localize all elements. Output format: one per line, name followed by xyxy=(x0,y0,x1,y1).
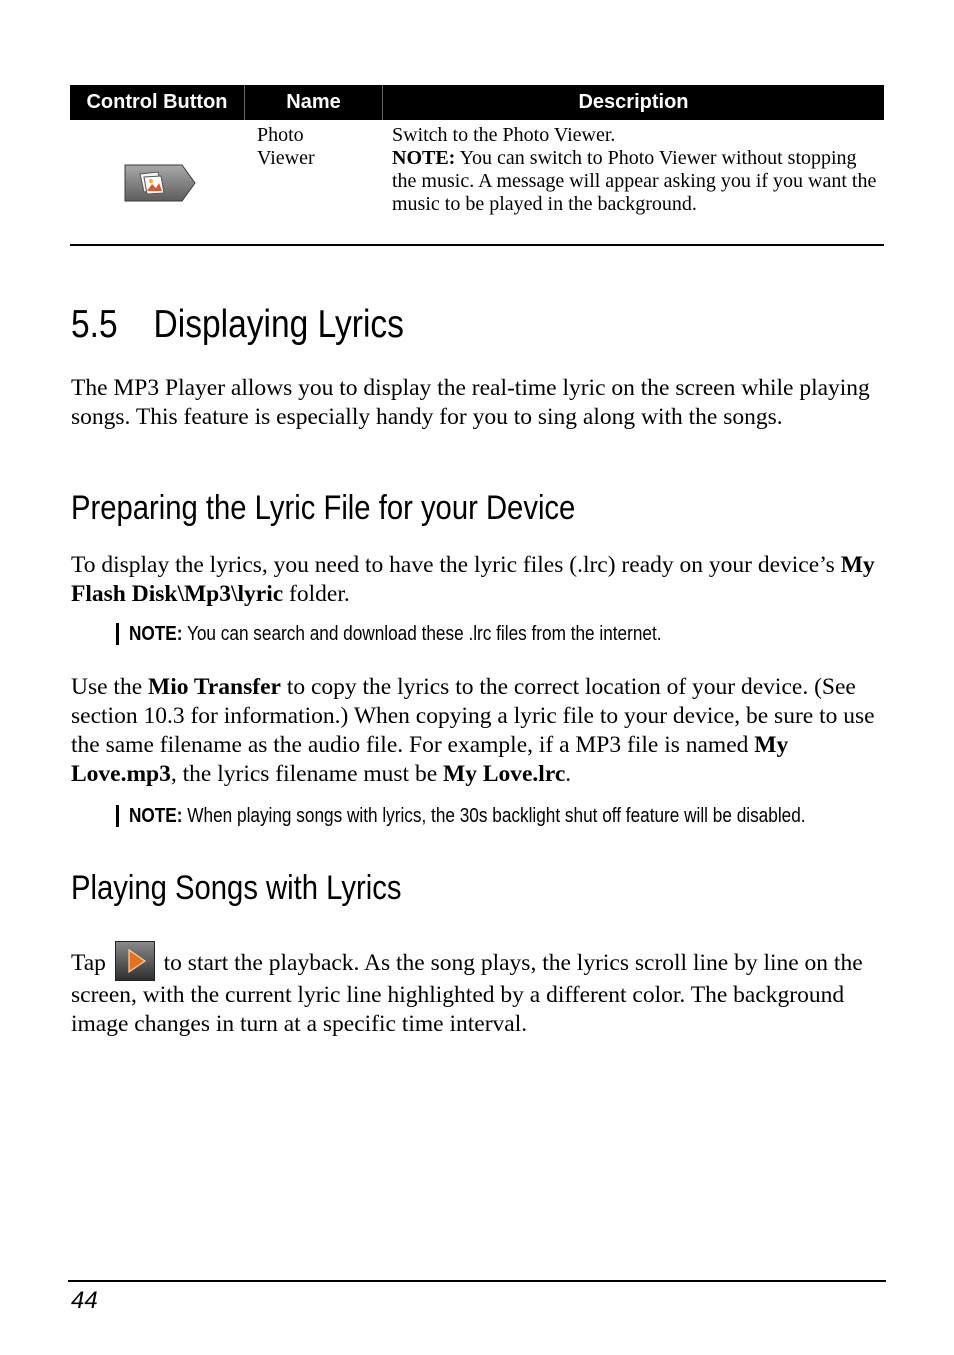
note-label: NOTE: xyxy=(129,804,183,827)
section-number: 5.5 xyxy=(71,303,118,346)
preparing-heading: Preparing the Lyric File for your Device xyxy=(71,489,576,527)
intro-paragraph: The MP3 Player allows you to display the real-time lyric on the screen while playing songs. This feature is especially handy for you to sing along with the songs. xyxy=(71,375,870,430)
text-run: , the lyrics filename must be xyxy=(170,761,444,787)
name-line-2: Viewer xyxy=(257,147,315,169)
playing-heading: Playing Songs with Lyrics xyxy=(71,869,402,907)
note-text: You can switch to Photo Viewer without stopping the music. A message will appear asking you if you want the music to be played in the background. xyxy=(392,147,877,215)
note-text: You can search and download these .lrc files from the internet. xyxy=(182,622,662,645)
section-title: Displaying Lyrics xyxy=(153,303,404,346)
description-cell xyxy=(383,120,884,240)
header-control-button: Control Button xyxy=(70,85,245,120)
text-run: . xyxy=(565,761,572,787)
name-line-1: Photo xyxy=(257,124,304,146)
text-run: Use the xyxy=(71,674,149,700)
note-box-1 xyxy=(116,623,748,645)
note-label: NOTE: xyxy=(129,622,183,645)
table-header xyxy=(70,85,884,120)
text-run: to start the playback. As the song plays, the lyrics scroll line by line on the screen, with the current lyric line highlighted by a different color. The background image changes in turn at a specific time interval. xyxy=(71,950,863,1037)
header-description: Description xyxy=(578,91,689,113)
app-name: Mio Transfer xyxy=(148,674,281,700)
note-box-2 xyxy=(116,805,916,827)
description-line: Switch to the Photo Viewer. xyxy=(392,124,616,146)
preparing-paragraph-2 xyxy=(71,673,889,789)
note-text: When playing songs with lyrics, the 30s backlight shut off feature will be disabled. xyxy=(182,804,806,827)
footer-divider xyxy=(68,1280,886,1282)
text-run: folder. xyxy=(283,581,350,607)
filename-mp3: My Love.mp3 xyxy=(71,732,789,787)
photo-viewer-icon xyxy=(124,164,196,202)
control-button-table xyxy=(70,85,884,246)
note-label: NOTE: xyxy=(392,147,456,169)
preparing-paragraph-1 xyxy=(71,551,889,609)
header-name: Name xyxy=(245,85,383,120)
text-run: Tap xyxy=(71,950,112,976)
description-note xyxy=(392,147,884,216)
play-button-icon xyxy=(115,941,155,981)
table-row xyxy=(70,120,884,246)
filename-lrc: My Love.lrc xyxy=(443,761,566,787)
text-run: to copy the lyrics to the correct location of your device. (See section 10.3 for information.) When copying a lyric file to your device, be sure to use the same filename as the audio file. For example, if a MP3 file is named xyxy=(71,674,875,758)
text-run: To display the lyrics, you need to have the lyric files (.lrc) ready on your device’s xyxy=(71,552,841,578)
name-cell xyxy=(245,120,383,240)
page-number: 44 xyxy=(71,1287,98,1314)
section-heading xyxy=(71,303,404,347)
folder-path: My Flash Disk\Mp3\lyric xyxy=(71,552,875,607)
playing-paragraph xyxy=(71,941,889,1039)
control-button-cell xyxy=(70,120,245,240)
